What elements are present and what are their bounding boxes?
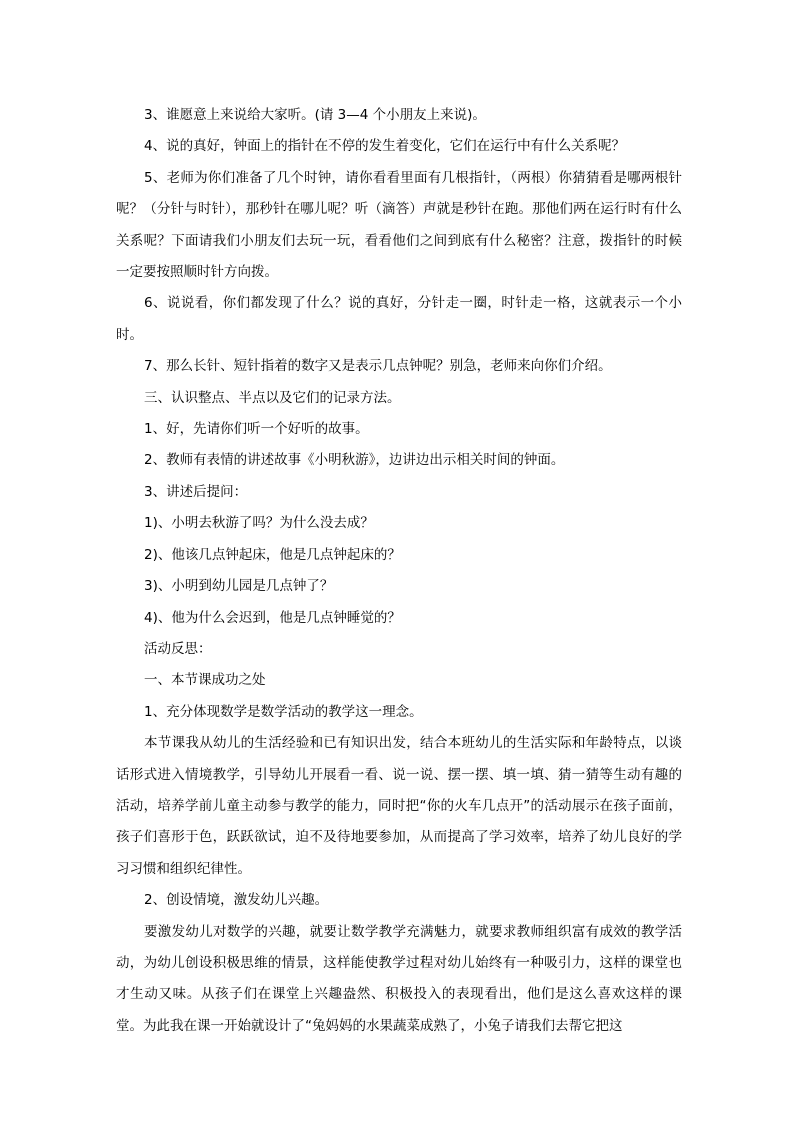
paragraph-story-1: 1、好，先请你们听一个好听的故事。 bbox=[144, 421, 369, 438]
reflection-body-2: 要激发幼儿对数学的兴趣，就要让数学教学充满魅力，就要求教师组织富有成效的教学活动，为幼儿创设积极思维的情景，这样能使教学过程对幼儿始终有一种吸引力，这样的课堂也才生动又味。从孩子们在课堂上兴趣盎然、积极投入的表现看出，他们是这么喜欢这样的课堂。为此我在课一开始就设计了“兔妈妈的水果蔬菜成熟了，小兔子请我们去帮它把这 bbox=[116, 923, 682, 1034]
paragraph-story-2: 2、教师有表情的讲述故事《小明秋游》，边讲边出示相关时间的钟面。 bbox=[144, 452, 565, 469]
question-2: 2)、他该几点钟起床，他是几点钟起床的？ bbox=[144, 546, 401, 563]
question-4: 4)、他为什么会迟到，他是几点钟睡觉的？ bbox=[144, 609, 401, 626]
question-3: 3)、小明到幼儿园是几点钟了？ bbox=[144, 578, 334, 595]
reflection-section-one: 一、本节课成功之处 bbox=[144, 672, 266, 689]
paragraph-story-3: 3、讲述后提问： bbox=[144, 483, 248, 500]
paragraph-step-4: 4、说的真好，钟面上的指针在不停的发生着变化，它们在运行中有什么关系呢？ bbox=[144, 138, 626, 155]
paragraph-step-7: 7、那么长针、短针指着的数字又是表示几点钟呢？别急，老师来向你们介绍。 bbox=[144, 358, 612, 375]
paragraph-step-3: 3、谁愿意上来说给大家听。(请 3—4 个小朋友上来说)。 bbox=[144, 107, 486, 123]
reflection-point-2: 2、创设情境，激发幼儿兴趣。 bbox=[144, 892, 329, 909]
reflection-heading: 活动反思： bbox=[144, 640, 212, 657]
section-heading-three: 三、认识整点、半点以及它们的记录方法。 bbox=[144, 389, 401, 406]
question-1: 1)、小明去秋游了吗？为什么没去成？ bbox=[144, 515, 374, 532]
document-page bbox=[116, 100, 682, 1042]
reflection-body-1: 本节课我从幼儿的生活经验和已有知识出发，结合本班幼儿的生活实际和年龄特点，以谈话形式进入情境教学，引导幼儿开展看一看、说一说、摆一摆、填一填、猜一猜等生动有趣的活动，培养学前儿童主动参与教学的能力，同时把“你的火车几点开”的活动展示在孩子面前，孩子们喜形于色，跃跃欲试，迫不及待地要参加，从而提高了学习效率，培养了幼儿良好的学习习惯和组织纪律性。 bbox=[116, 735, 682, 877]
paragraph-step-5: 5、老师为你们准备了几个时钟，请你看看里面有几根指针，（两根）你猜猜看是哪两根针呢？（分针与时针），那秒针在哪儿呢？听（滴答）声就是秒针在跑。那他们两在运行时有什么关系呢？下面请我们小朋友们去玩一玩，看看他们之间到底有什么秘密？注意，拨指针的时候一定要按照顺时针方向拨。 bbox=[116, 169, 682, 281]
paragraph-step-6: 6、说说看，你们都发现了什么？说的真好，分针走一圈，时针走一格，这就表示一个小时。 bbox=[116, 295, 682, 343]
reflection-point-1: 1、充分体现数学是数学活动的教学这一理念。 bbox=[144, 703, 423, 720]
